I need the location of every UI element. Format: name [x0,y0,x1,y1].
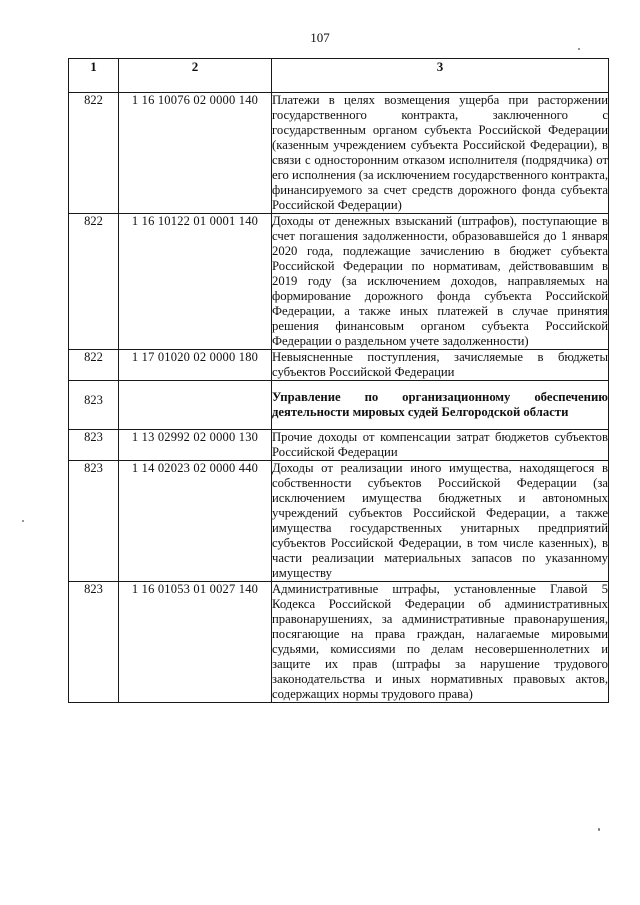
table-row [69,582,609,703]
scan-speck [598,828,600,831]
description-cell: Платежи в целях возмещения ущерба при расторжении государственного контракта, заключенного с государственным органом субъекта Российской Федерации (казенным учреждением субъекта Российской Федерации), в связи с односторонним отказом исполнителя (подрядчика) от его исполнения (за исключением государственного контракта, финансируемого за счет средств дорожного фонда субъекта Российской Федерации) [272,93,608,212]
admin-code-cell: 823 [69,461,119,582]
description-cell: Доходы от денежных взысканий (штрафов), поступающие в счет погашения задолженности, образовавшейся до 1 января 2020 года, подлежащие зачислению в бюджет субъекта Российской Федерации по нормативам, действовавшим в 2019 году (за исключением доходов, направляемых на формирование дорожного фонда субъекта Российской Федерации, а также иных платежей в случае принятия решения финансовым органом субъекта Российской Федерации о раздельном учете задолженности) [272,214,608,348]
column-header-2: 2 [119,59,272,93]
page-number: 107 [310,30,330,45]
revenue-code-cell: 1 17 01020 02 0000 180 [119,350,272,381]
description-cell: Административные штрафы, установленные Главой 5 Кодекса Российской Федерации об административных правонарушениях, за административные правонарушения, посягающие на права граждан, налагаемые мировыми судьями, комиссиями по делам несовершеннолетних и защите их прав (штрафы за нарушение трудового законодательства и иных нормативных правовых актов, содержащих нормы трудового права) [272,582,608,701]
admin-code-cell: 823 [69,381,119,430]
table-row [69,350,609,381]
admin-code-cell: 823 [69,582,119,703]
column-header-3: 3 [272,59,609,93]
revenue-code-cell: 1 14 02023 02 0000 440 [119,461,272,582]
table-row [69,430,609,461]
revenue-code-cell: 1 16 10122 01 0001 140 [119,214,272,350]
description-cell: Прочие доходы от компенсации затрат бюджетов субъектов Российской Федерации [272,430,608,459]
revenue-code-cell: 1 16 01053 01 0027 140 [119,582,272,703]
description-cell: Доходы от реализации иного имущества, находящегося в собственности субъектов Российской Федерации (за исключением имущества бюджетных и автономных учреждений субъектов Российской Федерации, а также имущества государственных унитарных предприятий субъектов Российской Федерации, в том числе казенных), в части реализации материальных запасов по указанному имуществу [272,461,608,580]
admin-code-cell: 822 [69,93,119,214]
scan-speck [578,48,580,50]
section-header-row [69,381,609,430]
admin-code-cell: 822 [69,214,119,350]
table-header-row [69,59,609,93]
admin-code-cell: 822 [69,350,119,381]
revenue-code-cell: 1 16 10076 02 0000 140 [119,93,272,214]
table-row [69,461,609,582]
revenue-codes-table [68,58,609,703]
scan-speck [22,520,24,522]
section-title-cell: Управление по организационному обеспечению деятельности мировых судей Белгородской области [272,381,609,430]
table-row [69,214,609,350]
revenue-code-cell: 1 13 02992 02 0000 130 [119,430,272,461]
description-cell: Невыясненные поступления, зачисляемые в бюджеты субъектов Российской Федерации [272,350,608,379]
admin-code-cell: 823 [69,430,119,461]
column-header-1: 1 [69,59,119,93]
revenue-code-cell [119,381,272,430]
table-row [69,93,609,214]
